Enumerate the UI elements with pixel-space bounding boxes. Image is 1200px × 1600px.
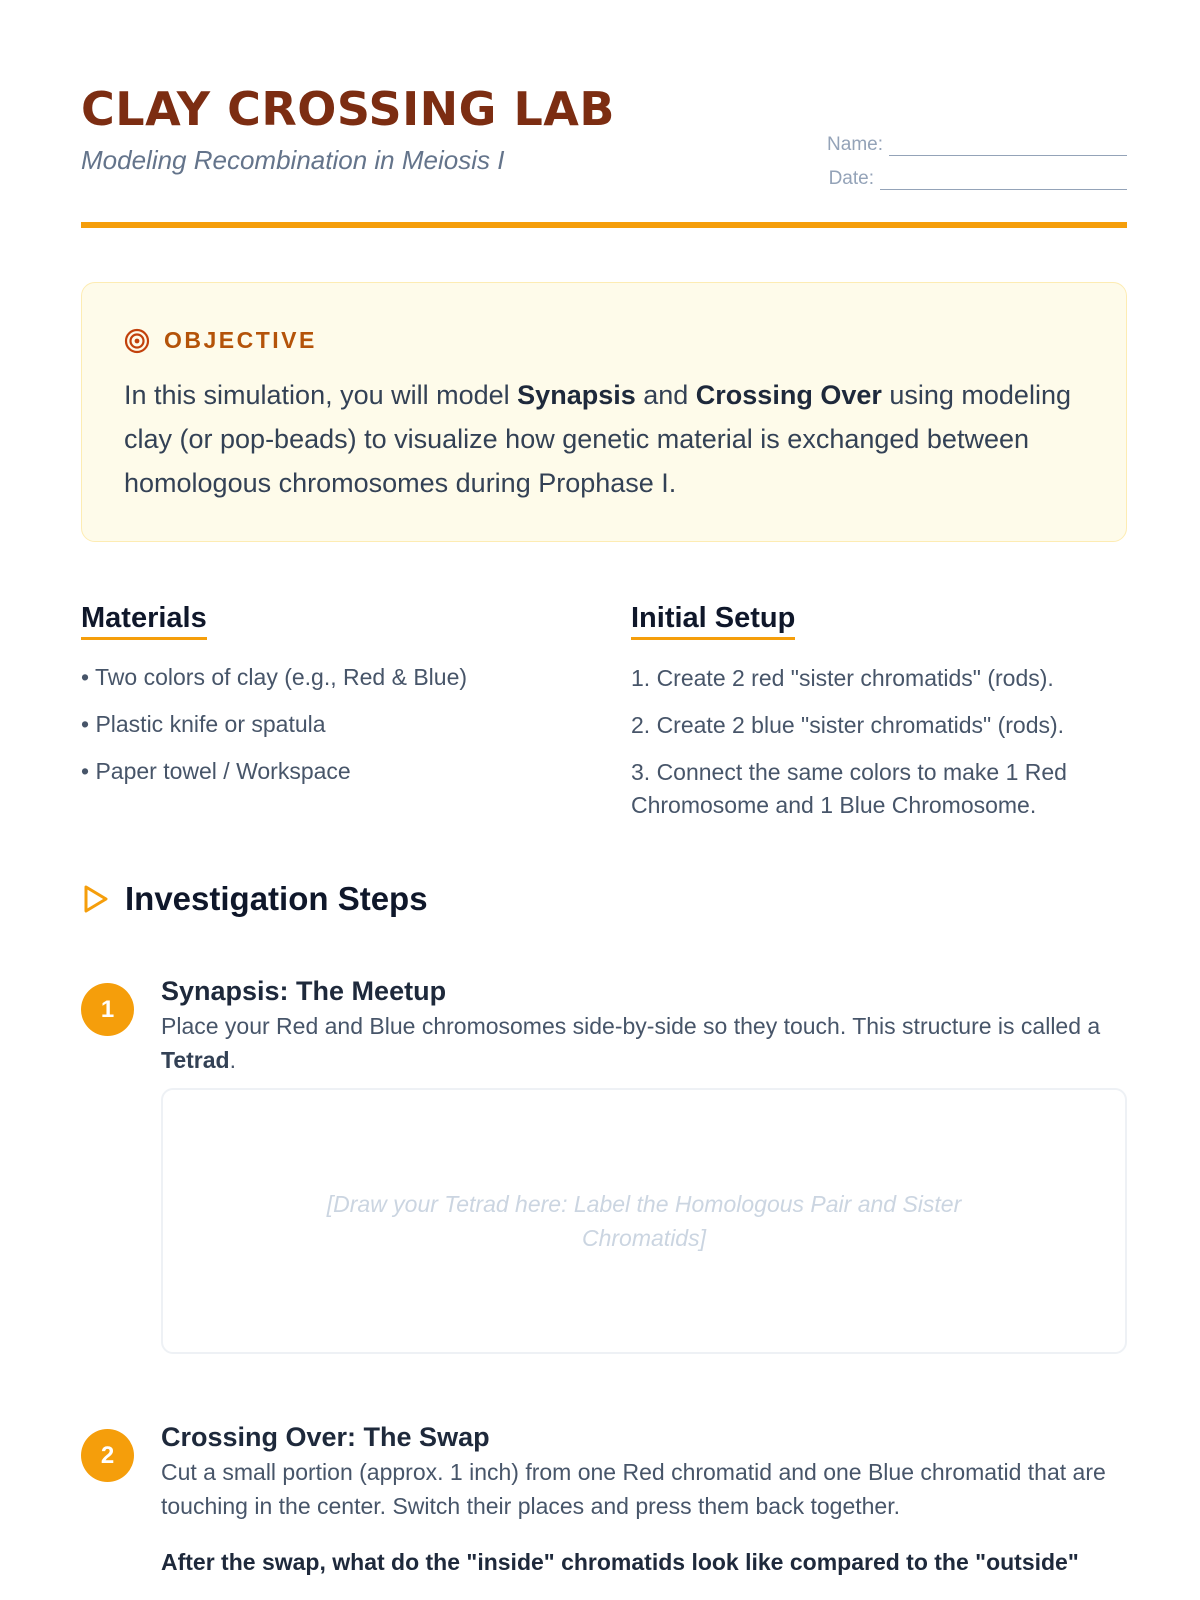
- step-number-badge: 2: [81, 1429, 134, 1482]
- setup-heading: Initial Setup: [631, 602, 795, 640]
- investigation-title: Investigation Steps: [125, 880, 428, 917]
- date-label: Date:: [828, 168, 874, 189]
- name-label: Name:: [827, 134, 883, 155]
- step-desc-part: Place your Red and Blue chromosomes side-by-side so they touch. This structure is called a: [161, 1013, 1101, 1039]
- step-title: Synapsis: The Meetup: [161, 976, 447, 1006]
- name-row: [817, 122, 1127, 156]
- materials-item: • Two colors of clay (e.g., Red & Blue): [81, 664, 468, 690]
- date-field[interactable]: [880, 170, 1127, 190]
- materials-item: • Paper towel / Workspace: [81, 758, 351, 784]
- name-field[interactable]: [889, 136, 1127, 156]
- step-content: [161, 1419, 1127, 1579]
- step-title: Crossing Over: The Swap: [161, 1422, 490, 1452]
- header-divider: [81, 222, 1127, 228]
- drawing-area[interactable]: [161, 1088, 1127, 1354]
- setup-item: 3. Connect the same colors to make 1 Red Chromosome and 1 Blue Chromosome.: [631, 759, 1067, 818]
- step-description: [161, 1009, 1127, 1077]
- materials-item: • Plastic knife or spatula: [81, 711, 326, 737]
- page-title: CLAY CROSSING LAB: [81, 82, 615, 136]
- materials-heading: Materials: [81, 602, 207, 640]
- page-subtitle: Modeling Recombination in Meiosis I: [81, 145, 505, 175]
- target-icon: [124, 328, 150, 354]
- step-question: After the swap, what do the "inside" chromatids look like compared to the "outside": [161, 1549, 1079, 1575]
- step-desc-part: .: [229, 1047, 236, 1073]
- step-desc-bold: Tetrad: [161, 1047, 230, 1073]
- drawing-prompt: [Draw your Tetrad here: Label the Homologous Pair and Sister Chromatids]: [326, 1191, 962, 1251]
- objective-text: [124, 373, 1074, 505]
- investigation-heading: [81, 880, 428, 918]
- objective-box: [81, 282, 1127, 542]
- setup-section: [631, 602, 1127, 836]
- play-icon: [81, 883, 111, 915]
- objective-heading: [124, 327, 317, 354]
- objective-text-part: In this simulation, you will model: [124, 380, 518, 410]
- setup-item: 2. Create 2 blue "sister chromatids" (rods).: [631, 712, 1065, 738]
- step-number-badge: 1: [81, 983, 134, 1036]
- worksheet-page: [81, 0, 1127, 1600]
- materials-section: [81, 602, 581, 803]
- student-info: [817, 122, 1127, 190]
- objective-text-part: using modeling clay (or pop-beads) to visualize how genetic material is exchanged between homologous chromosomes during Prophase I.: [124, 380, 1071, 498]
- date-row: [817, 156, 1127, 190]
- objective-bold-crossing-over: Crossing Over: [695, 380, 882, 410]
- objective-text-part: and: [635, 380, 696, 410]
- step-content: [161, 973, 1127, 1077]
- header: [81, 82, 1127, 227]
- setup-item: 1. Create 2 red "sister chromatids" (rods).: [631, 665, 1054, 691]
- step-description: Cut a small portion (approx. 1 inch) from one Red chromatid and one Blue chromatid that are touching in the center. Switch their places and press them back together.: [161, 1459, 1106, 1519]
- objective-bold-synapsis: Synapsis: [517, 380, 636, 410]
- objective-label: OBJECTIVE: [164, 327, 317, 353]
